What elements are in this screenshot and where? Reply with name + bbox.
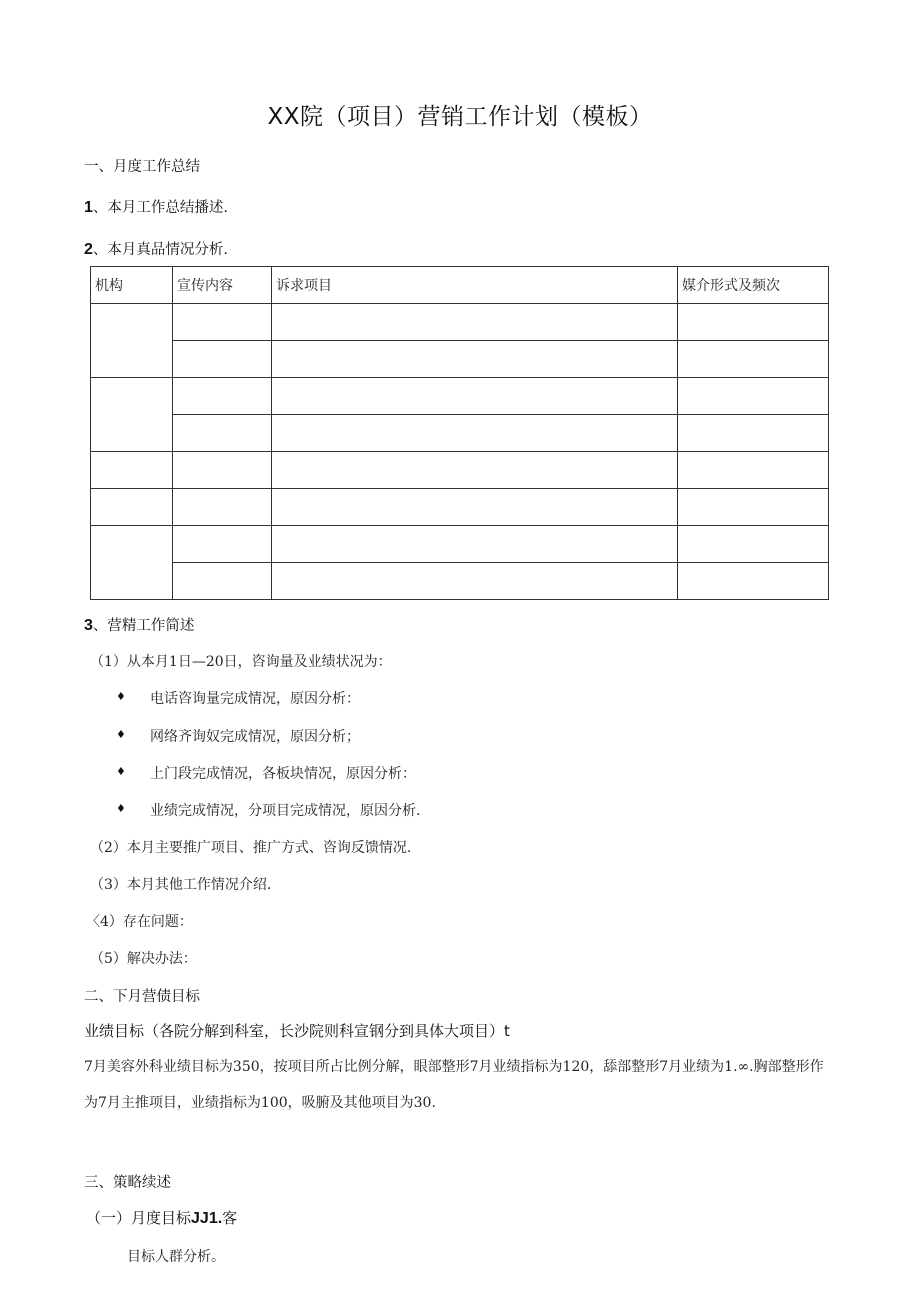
- table-cell: [173, 415, 272, 452]
- table-cell: [173, 341, 272, 378]
- sub-heading-part-c: 客: [222, 1209, 238, 1227]
- table-cell: [173, 304, 272, 341]
- table-cell: [173, 452, 272, 489]
- table-header-cell: 宣传内容: [173, 267, 272, 304]
- bullet-item: 业绩完成情况，分项目完成情况，原因分析.: [150, 803, 421, 819]
- item1-text: 、本月工作总结播述.: [92, 200, 229, 216]
- table-header-cell: 机构: [91, 267, 173, 304]
- table-cell: [272, 304, 678, 341]
- table-cell: [678, 526, 829, 563]
- sub-item-3: （3）本月其他工作情况介绍.: [90, 877, 272, 893]
- analysis-table: [90, 266, 829, 600]
- goal-heading: 业绩目标（各院分解到科室，长沙院则科宣钢分到具体大项目）t: [84, 1022, 510, 1040]
- table-row: [91, 415, 829, 452]
- item2-number: 2: [84, 241, 93, 258]
- item1-number: 1: [84, 199, 93, 216]
- sub-item-4: 〈4）存在问题：: [86, 914, 193, 930]
- bullet-diamond-icon: ♦: [116, 690, 126, 703]
- table-row: [91, 563, 829, 600]
- table-cell: [91, 304, 173, 378]
- item2-heading: [84, 238, 228, 259]
- table-row: [91, 304, 829, 341]
- table-cell: [173, 489, 272, 526]
- table-cell: [272, 415, 678, 452]
- bullet-item: 网络齐询奴完成情况，原因分析；: [150, 729, 360, 745]
- table-cell: [91, 526, 173, 600]
- item3-heading: [84, 614, 194, 635]
- table-cell: [173, 526, 272, 563]
- section3-text: 目标人群分析。: [127, 1249, 225, 1265]
- table-cell: [272, 563, 678, 600]
- table-cell: [678, 304, 829, 341]
- table-row: [91, 378, 829, 415]
- table-cell: [173, 378, 272, 415]
- table-cell: [678, 563, 829, 600]
- section2-heading: 二、下月营债目标: [84, 989, 200, 1005]
- sub-item-5: （5）解决办法：: [90, 951, 197, 967]
- bullet-diamond-icon: ♦: [116, 728, 126, 741]
- item3-text: 、营精工作简述: [92, 618, 195, 634]
- table-cell: [272, 452, 678, 489]
- table-header-cell: 媒介形式及频次: [678, 267, 829, 304]
- table-header-cell: 诉求项目: [272, 267, 678, 304]
- goal-paragraph: 7月美容外科业绩目标为350，按项目所占比例分解，眼部整形7月业绩指标为120，舔部整形7月业绩为1.∞.胸部整形作为7月主推项目，业绩指标为100，吸腑及其他项目为30.: [84, 1059, 824, 1111]
- table-cell: [678, 341, 829, 378]
- table-header-row: [91, 267, 829, 304]
- bullet-diamond-icon: ♦: [116, 765, 126, 778]
- table-row: [91, 489, 829, 526]
- bullet-item: 上门段完成情况，各板块情况，原因分析：: [150, 766, 416, 782]
- item1-heading: [84, 196, 228, 217]
- section1-heading: 一、月度工作总结: [84, 159, 200, 175]
- table-cell: [272, 341, 678, 378]
- table-cell: [91, 489, 173, 526]
- section3-sub-heading: [86, 1207, 237, 1228]
- table-cell: [678, 415, 829, 452]
- table-row: [91, 526, 829, 563]
- table-row: [91, 341, 829, 378]
- sub-heading-part-b: JJ1.: [191, 1210, 223, 1227]
- table-cell: [272, 526, 678, 563]
- sub-heading-part-a: （一）月度目标: [86, 1209, 192, 1227]
- item3-number: 3: [84, 617, 93, 634]
- sub-item-1: （1）从本月1日—20日，咨询量及业绩状况为：: [90, 654, 392, 670]
- section3-heading: 三、策略续述: [84, 1175, 171, 1191]
- table-row: [91, 452, 829, 489]
- document-title: XX院（项目）营销工作计划（模板）: [267, 104, 653, 130]
- table-cell: [272, 378, 678, 415]
- table-cell: [678, 452, 829, 489]
- table-cell: [91, 452, 173, 489]
- table-cell: [91, 378, 173, 452]
- table-cell: [678, 378, 829, 415]
- bullet-item: 电话咨询量完成情况，原因分析：: [150, 691, 360, 707]
- item2-text: 、本月真品情况分析.: [92, 242, 229, 258]
- table-cell: [173, 563, 272, 600]
- table-cell: [678, 489, 829, 526]
- bullet-diamond-icon: ♦: [116, 802, 126, 815]
- table-cell: [272, 489, 678, 526]
- sub-item-2: （2）本月主要推广项目、推广方式、咨询反馈情况.: [90, 840, 412, 856]
